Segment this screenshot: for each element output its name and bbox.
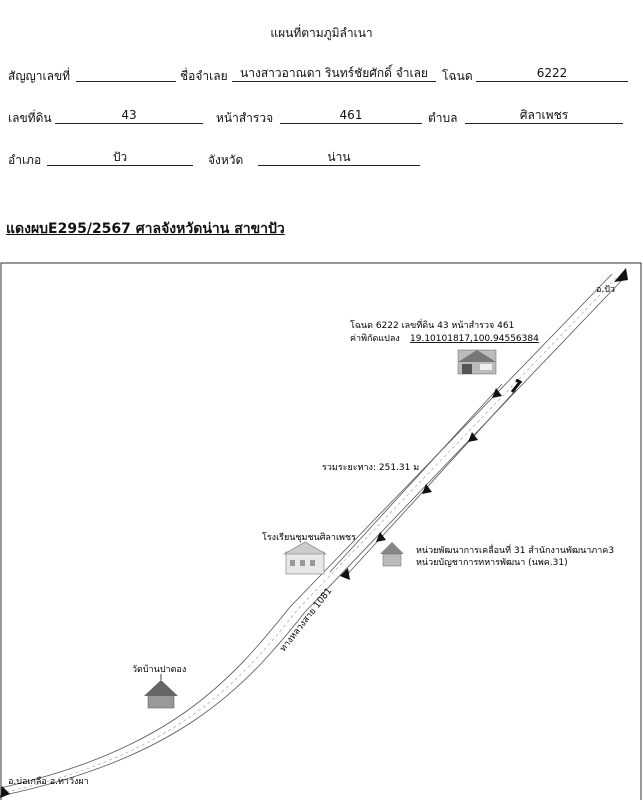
destination-top-label: อ.ปัว <box>596 285 616 295</box>
destination-marker-icon <box>614 268 628 282</box>
unit-label-line1: หน่วยพัฒนาการเคลื่อนที่ 31 สำนักงานพัฒนาภาค3 <box>416 546 615 556</box>
road-label: ทางหลวงสาย 1081 <box>278 586 335 654</box>
debtor-value: นางสาวอาณดา รินทร์ชัยศักดิ์ จำเลย <box>232 66 436 82</box>
unit-building-icon <box>380 542 404 566</box>
land-no-label: เลขที่ดิน <box>8 111 52 125</box>
school-icon <box>284 542 326 574</box>
destination-bottom-label: อ.บ่อเกลือ อ.ทาวังผา <box>8 777 89 787</box>
temple-label: วัดบ้านปาตอง <box>132 665 187 675</box>
case-title: แดงผบE295/2567 ศาลจังหวัดน่าน สาขาปัว <box>6 221 285 237</box>
survey-label: หน้าสำรวจ <box>216 111 274 125</box>
debtor-label: ชื่อจำเลย <box>180 69 228 83</box>
district-label: อำเภอ <box>8 153 42 167</box>
page-title: แผนที่ตามภูมิลำเนา <box>270 26 373 40</box>
district-value: ปัว <box>47 150 193 166</box>
route-line-out <box>330 384 502 572</box>
house-photo-icon <box>458 350 496 374</box>
temple-icon <box>144 674 178 708</box>
subdistrict-label: ตำบล <box>428 111 458 125</box>
survey-value: 461 <box>280 108 422 124</box>
contract-value <box>76 66 176 82</box>
property-line1: โฉนด 6222 เลขที่ดิน 43 หน้าสำรวจ 461 <box>350 321 515 331</box>
property-coords[interactable]: 19.10101817,100.94556384 <box>410 334 539 344</box>
road-edge-left <box>0 274 615 788</box>
land-no-value: 43 <box>55 108 203 124</box>
school-label: โรงเรียนชุมชนศิลาเพชร <box>262 533 356 543</box>
province-value: น่าน <box>258 150 420 166</box>
unit-label-line2: หน่วยบัญชาการทหารพัฒนา (นพค.31) <box>416 558 568 568</box>
property-coords-label: ค่าพิกัดแปลง <box>350 334 400 344</box>
deed-value: 6222 <box>476 66 628 82</box>
subdistrict-value: ศิลาเพชร <box>465 108 623 124</box>
distance-label: รวมระยะทาง: 251.31 ม <box>322 463 420 473</box>
deed-label: โฉนด <box>442 69 473 83</box>
province-label: จังหวัด <box>208 153 244 167</box>
location-map <box>0 262 643 800</box>
contract-label: สัญญาเลขที่ <box>8 69 71 83</box>
